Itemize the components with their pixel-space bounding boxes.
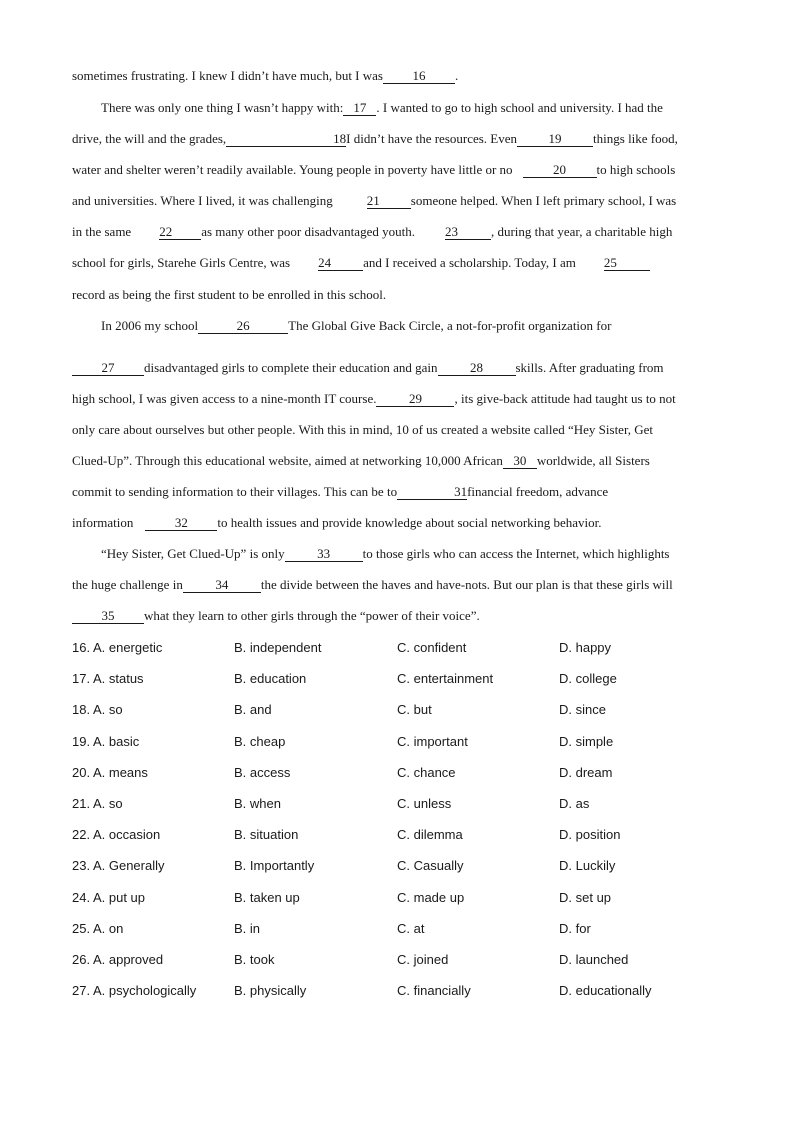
passage-text: commit to sending information to their villages. This can be to: [72, 484, 398, 499]
passage-text: , during that year, a charitable high: [490, 224, 673, 239]
option-d[interactable]: D. Luckily: [559, 858, 616, 873]
passage-line: [101, 546, 670, 562]
option-a[interactable]: 21. A. so: [72, 796, 123, 811]
passage-text: what they learn to other girls through the “power of their voice”.: [144, 608, 480, 623]
option-b[interactable]: B. access: [234, 765, 291, 780]
option-a[interactable]: 26. A. approved: [72, 952, 164, 967]
passage-text: as many other poor disadvantaged youth.: [201, 224, 415, 239]
blank-23[interactable]: 23: [445, 225, 491, 240]
option-a[interactable]: 18. A. so: [72, 702, 123, 717]
passage-text: record as being the first student to be enrolled in this school.: [72, 287, 387, 302]
option-c[interactable]: C. important: [397, 734, 468, 749]
passage-line: [72, 515, 602, 531]
passage-line: [72, 193, 676, 209]
passage-text: worldwide, all Sisters: [536, 453, 650, 468]
passage-text: The Global Give Back Circle, a not-for-profit organization for: [288, 318, 612, 333]
option-d[interactable]: D. happy: [559, 640, 612, 655]
blank-25[interactable]: 25: [604, 256, 650, 271]
passage-text: and I received a scholarship. Today, I am: [363, 255, 576, 270]
option-b[interactable]: B. Importantly: [234, 858, 315, 873]
option-a[interactable]: 24. A. put up: [72, 890, 146, 905]
passage-text: water and shelter weren’t readily available. Young people in poverty have little or no: [72, 162, 513, 177]
passage-text: skills. After graduating from: [515, 360, 664, 375]
passage-text: the huge challenge in: [72, 577, 183, 592]
passage-line: [72, 577, 673, 593]
option-d[interactable]: D. as: [559, 796, 590, 811]
passage-text: high school, I was given access to a nine-month IT course.: [72, 391, 377, 406]
passage-line: [72, 131, 678, 147]
blank-21[interactable]: 21: [367, 194, 411, 209]
passage-line: [72, 162, 675, 178]
passage-text: the divide between the haves and have-nots. But our plan is that these girls will: [260, 577, 673, 592]
passage-text: .: [454, 68, 459, 83]
passage-text: Clued-Up”. Through this educational website, aimed at networking 10,000 African: [72, 453, 503, 468]
blank-32[interactable]: 32: [145, 516, 217, 531]
passage-text: information: [72, 515, 134, 530]
blank-30[interactable]: 30: [503, 454, 537, 469]
option-d[interactable]: D. since: [559, 702, 606, 717]
passage-text: school for girls, Starehe Girls Centre, was: [72, 255, 291, 270]
passage-text: to those girls who can access the Internet, which highlights: [362, 546, 670, 561]
blank-27[interactable]: 27: [72, 361, 144, 376]
option-c[interactable]: C. unless: [397, 796, 452, 811]
option-d[interactable]: D. for: [559, 921, 591, 936]
blank-34[interactable]: 34: [183, 578, 261, 593]
passage-line: [72, 360, 664, 376]
option-b[interactable]: B. education: [234, 671, 307, 686]
passage-text: and universities. Where I lived, it was challenging: [72, 193, 333, 208]
passage-text: only care about ourselves but other people. With this in mind, 10 of us created a website called “Hey Sister, Get: [72, 422, 654, 437]
blank-33[interactable]: 33: [285, 547, 363, 562]
passage-line: [72, 224, 672, 240]
option-d[interactable]: D. dream: [559, 765, 613, 780]
passage-text: disadvantaged girls to complete their education and gain: [144, 360, 438, 375]
passage-text: to high schools: [596, 162, 676, 177]
option-d[interactable]: D. educationally: [559, 983, 652, 998]
option-c[interactable]: C. dilemma: [397, 827, 463, 842]
option-d[interactable]: D. launched: [559, 952, 629, 967]
passage-line: [72, 287, 386, 303]
option-d[interactable]: D. simple: [559, 734, 614, 749]
option-a[interactable]: 25. A. on: [72, 921, 124, 936]
option-c[interactable]: C. made up: [397, 890, 465, 905]
option-a[interactable]: 23. A. Generally: [72, 858, 165, 873]
option-a[interactable]: 19. A. basic: [72, 734, 140, 749]
blank-24[interactable]: 24: [318, 256, 363, 271]
option-a[interactable]: 17. A. status: [72, 671, 144, 686]
blank-29[interactable]: 29: [376, 392, 454, 407]
option-c[interactable]: C. but: [397, 702, 432, 717]
blank-20[interactable]: 20: [523, 163, 597, 178]
passage-line: [101, 318, 611, 334]
option-b[interactable]: B. physically: [234, 983, 307, 998]
passage-line: [72, 391, 676, 407]
option-d[interactable]: D. set up: [559, 890, 612, 905]
passage-text: . I wanted to go to high school and university. I had the: [376, 100, 663, 115]
option-c[interactable]: C. at: [397, 921, 425, 936]
option-a[interactable]: 22. A. occasion: [72, 827, 161, 842]
option-c[interactable]: C. joined: [397, 952, 449, 967]
option-d[interactable]: D. position: [559, 827, 621, 842]
passage-text: drive, the will and the grades,: [72, 131, 227, 146]
passage-text: sometimes frustrating. I knew I didn’t have much, but I was: [72, 68, 383, 83]
option-b[interactable]: B. independent: [234, 640, 322, 655]
blank-35[interactable]: 35: [72, 609, 144, 624]
option-d[interactable]: D. college: [559, 671, 617, 686]
option-b[interactable]: B. cheap: [234, 734, 286, 749]
option-a[interactable]: 27. A. psychologically: [72, 983, 197, 998]
option-c[interactable]: C. confident: [397, 640, 467, 655]
passage-text: someone helped. When I left primary school, I was: [410, 193, 677, 208]
passage-text: in the same: [72, 224, 132, 239]
passage-text: things like food,: [593, 131, 678, 146]
blank-31[interactable]: 31: [397, 485, 467, 500]
option-b[interactable]: B. in: [234, 921, 261, 936]
passage-line: [101, 100, 663, 116]
blank-28[interactable]: 28: [438, 361, 516, 376]
passage-line: [72, 608, 480, 624]
passage-text: “Hey Sister, Get Clued-Up” is only: [101, 546, 285, 561]
passage-text: I didn’t have the resources. Even: [346, 131, 518, 146]
option-a[interactable]: 20. A. means: [72, 765, 148, 780]
passage-line: [72, 453, 650, 469]
passage-line: [72, 68, 458, 84]
option-c[interactable]: C. entertainment: [397, 671, 494, 686]
passage-line: [72, 255, 650, 271]
blank-16[interactable]: 16: [383, 69, 455, 84]
passage-text: to health issues and provide knowledge about social networking behavior.: [217, 515, 602, 530]
passage-line: [72, 422, 653, 438]
blank-19[interactable]: 19: [517, 132, 593, 147]
blank-18[interactable]: 18: [226, 132, 346, 147]
option-b[interactable]: B. and: [234, 702, 272, 717]
option-c[interactable]: C. Casually: [397, 858, 464, 873]
blank-26[interactable]: 26: [198, 319, 288, 334]
passage-text: In 2006 my school: [101, 318, 199, 333]
option-b[interactable]: B. took: [234, 952, 275, 967]
option-b[interactable]: B. situation: [234, 827, 299, 842]
option-c[interactable]: C. financially: [397, 983, 471, 998]
option-b[interactable]: B. when: [234, 796, 281, 811]
blank-22[interactable]: 22: [159, 225, 201, 240]
passage-line: [72, 484, 608, 500]
option-a[interactable]: 16. A. energetic: [72, 640, 163, 655]
option-b[interactable]: B. taken up: [234, 890, 300, 905]
passage-text: There was only one thing I wasn’t happy with:: [101, 100, 344, 115]
blank-17[interactable]: 17: [343, 101, 376, 116]
option-c[interactable]: C. chance: [397, 765, 456, 780]
passage-text: financial freedom, advance: [467, 484, 609, 499]
passage-text: , its give-back attitude had taught us to not: [454, 391, 676, 406]
